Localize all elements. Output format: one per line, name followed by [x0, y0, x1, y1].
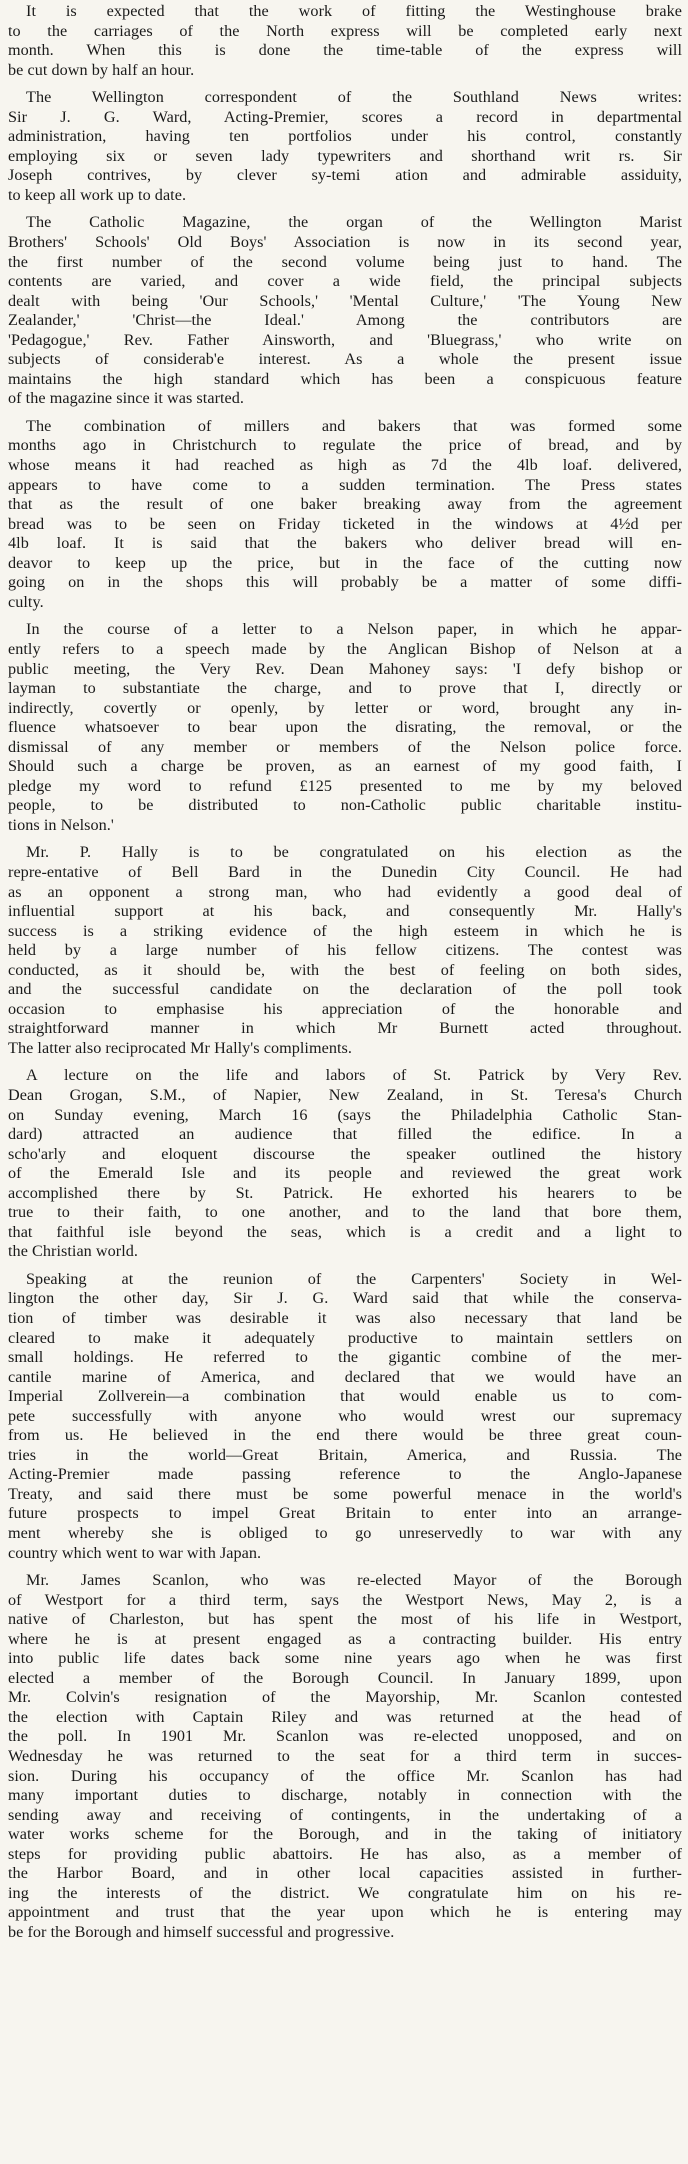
- article-line: employing six or seven lady typewriters and shorthand writ rs. Sir: [8, 146, 682, 165]
- article-line: of Westport for a third term, says the Westport News, May 2, is a: [8, 1590, 682, 1609]
- article-line: Mr. Colvin's resignation of the Mayorship, Mr. Scanlon contested: [8, 1688, 682, 1707]
- article-line: Sir J. G. Ward, Acting-Premier, scores a record in departmental: [8, 107, 682, 126]
- article-line: months ago in Christchurch to regulate the price of bread, and by: [8, 436, 682, 455]
- article-line: from us. He believed in the end there would be three great coun-: [8, 1426, 682, 1445]
- article-line: elected a member of the Borough Council. In January 1899, upon: [8, 1668, 682, 1687]
- article-line: into public life dates back some nine years ago when he was first: [8, 1649, 682, 1668]
- article-line: maintains the high standard which has been a conspicuous feature: [8, 369, 682, 388]
- article-line: sending away and receiving of contingents, in the undertaking of a: [8, 1805, 682, 1824]
- article-line: the Harbor Board, and in other local capacities assisted in further-: [8, 1864, 682, 1883]
- article-line: 4lb loaf. It is said that the bakers who deliver bread will en-: [8, 534, 682, 553]
- article-line: pete successfully with anyone who would wrest our supremacy: [8, 1406, 682, 1425]
- article-line: The latter also reciprocated Mr Hally's compliments.: [8, 1038, 352, 1057]
- article-line: the election with Captain Riley and was returned at the head of: [8, 1707, 682, 1726]
- article-line: cleared to make it adequately productive to maintain settlers on: [8, 1328, 682, 1347]
- article-line: native of Charleston, but has spent the most of his life in Westport,: [8, 1610, 682, 1629]
- article-line: country which went to war with Japan.: [8, 1543, 262, 1562]
- article-line: sion. During his occupancy of the office Mr. Scanlon has had: [8, 1766, 682, 1785]
- article-line: whose means it had reached as high as 7d the 4lb loaf. delivered,: [8, 456, 682, 475]
- article-line: deavor to keep up the price, but in the face of the cutting now: [8, 553, 682, 572]
- article-line: It is expected that the work of fitting the Westinghouse brake: [26, 2, 682, 20]
- article-line: future prospects to impel Great Britain to enter into an arrange-: [8, 1504, 682, 1523]
- article-line: subjects of considerab'e interest. As a whole the present issue: [8, 350, 682, 369]
- article-line: accomplished there by St. Patrick. He exhorted his hearers to be: [8, 1183, 682, 1202]
- article-line: tions in Nelson.': [8, 815, 114, 834]
- article-line: many important duties to discharge, notably in connection with the: [8, 1786, 682, 1805]
- article-line: public meeting, the Very Rev. Dean Mahoney says: 'I defy bishop or: [8, 659, 682, 678]
- article-line: appears to have come to a sudden termination. The Press states: [8, 475, 682, 494]
- article-line: small holdings. He referred to the gigantic combine of the mer-: [8, 1348, 682, 1367]
- article-paragraph-hally-election: [8, 843, 682, 1058]
- article-line: culty.: [8, 592, 44, 611]
- article-line: dealt with being 'Our Schools,' 'Mental Culture,' 'The Young New: [8, 291, 682, 310]
- article-line: Treaty, and said there must be some powerful menace in the world's: [8, 1484, 682, 1503]
- article-line: Dean Grogan, S.M., of Napier, New Zealand, in St. Teresa's Church: [8, 1085, 682, 1104]
- article-line: on Sunday evening, March 16 (says the Philadelphia Catholic Stan-: [8, 1105, 682, 1124]
- article-line: cantile marine of America, and declared that we would have an: [8, 1367, 682, 1386]
- article-line: occasion to emphasise his appreciation of the honorable and: [8, 999, 682, 1018]
- article-line: ently refers to a speech made by the Anglican Bishop of Nelson at a: [8, 639, 682, 658]
- article-line: ing the interests of the district. We congratulate him on his re-: [8, 1883, 682, 1902]
- article-line: influential support at his back, and consequently Mr. Hally's: [8, 902, 682, 921]
- article-line: the poll. In 1901 Mr. Scanlon was re-elected unopposed, and on: [8, 1727, 682, 1746]
- article-line: Imperial Zollverein—a combination that would enable us to com-: [8, 1387, 682, 1406]
- article-line: dismissal of any member or members of the Nelson police force.: [8, 737, 682, 756]
- article-line: to keep all work up to date.: [8, 185, 187, 204]
- article-line: going on in the shops this will probably be a matter of some diffi-: [8, 573, 682, 592]
- article-line: conducted, as it should be, with the best of feeling on both sides,: [8, 960, 682, 979]
- article-line: dard) attracted an audience that filled the edifice. In a: [8, 1125, 682, 1144]
- article-paragraph-st-patrick-lecture: [8, 1066, 682, 1261]
- article-line: Speaking at the reunion of the Carpenters' Society in Wel-: [26, 1269, 682, 1288]
- article-line: where he is at present engaged as a contracting builder. His entry: [8, 1629, 682, 1648]
- article-line: The Catholic Magazine, the organ of the Wellington Marist: [26, 213, 682, 232]
- article-paragraph-carpenters-society: [8, 1270, 682, 1563]
- article-line: repre-entative of Bell Bard in the Dunedin City Council. He had: [8, 862, 682, 881]
- article-line: of the magazine since it was started.: [8, 389, 245, 408]
- article-line: the first number of the second volume being just to hand. The: [8, 252, 682, 271]
- article-paragraph-catholic-magazine: [8, 213, 682, 408]
- article-line: In the course of a letter to a Nelson paper, in which he appar-: [26, 620, 682, 639]
- article-line: be cut down by half an hour.: [8, 60, 195, 79]
- article-line: steps for providing public abattoirs. He has also, as a member of: [8, 1844, 682, 1863]
- article-paragraph-scanlon-mayor: [8, 1571, 682, 1942]
- article-line: Joseph contrives, by clever sy-temi ation and admirable assiduity,: [8, 166, 682, 185]
- article-line: water works scheme for the Borough, and in the taking of initiatory: [8, 1825, 682, 1844]
- article-line: Brothers' Schools' Old Boys' Association is now in its second year,: [8, 233, 682, 252]
- article-paragraph-ward-typewriters: [8, 88, 682, 205]
- article-line: layman to substantiate the charge, and to prove that I, directly or: [8, 679, 682, 698]
- article-line: tries in the world—Great Britain, America, and Russia. The: [8, 1445, 682, 1464]
- article-line: that faithful isle beyond the seas, which is a credit and a light to: [8, 1222, 682, 1241]
- article-line: A lecture on the life and labors of St. Patrick by Very Rev.: [26, 1066, 682, 1085]
- article-line: and the successful candidate on the declaration of the poll took: [8, 980, 682, 999]
- article-line: bread was to be seen on Friday ticketed in the windows at 4½d per: [8, 514, 682, 533]
- article-line: tion of timber was desirable it was also necessary that land be: [8, 1309, 682, 1327]
- article-line: 'Pedagogue,' Rev. Father Ainsworth, and 'Bluegrass,' who write on: [8, 330, 682, 349]
- article-line: to the carriages of the North express will be completed early next: [8, 21, 682, 40]
- article-line: ment whereby she is obliged to go unreservedly to war with any: [8, 1524, 682, 1543]
- article-line: Zealander,' 'Christ—the Ideal.' Among the contributors are: [8, 311, 682, 330]
- article-line: pledge my word to refund £125 presented to me by my beloved: [8, 776, 682, 795]
- article-line: the Christian world.: [8, 1242, 139, 1261]
- article-line: true to their faith, to one another, and to the land that bore them,: [8, 1203, 682, 1222]
- article-line: Acting-Premier made passing reference to the Anglo-Japanese: [8, 1465, 682, 1484]
- article-line: straightforward manner in which Mr Burnett acted throughout.: [8, 1019, 682, 1038]
- article-line: of the Emerald Isle and its people and reviewed the great work: [8, 1164, 682, 1183]
- article-line: held by a large number of his fellow citizens. The contest was: [8, 941, 682, 960]
- article-line: Mr. P. Hally is to be congratulated on his election as the: [26, 843, 682, 862]
- article-line: contents are varied, and cover a wide field, the principal subjects: [8, 272, 682, 291]
- article-line: as an opponent a strong man, who had evidently a good deal of: [8, 882, 682, 901]
- article-line: success is a striking evidence of the high esteem in which he is: [8, 921, 682, 940]
- article-line: The combination of millers and bakers that was formed some: [26, 416, 682, 435]
- article-line: scho'arly and eloquent discourse the speaker outlined the history: [8, 1144, 682, 1163]
- article-line: month. When this is done the time-table of the express will: [8, 41, 682, 60]
- article-line: lington the other day, Sir J. G. Ward said that while the conserva-: [8, 1289, 682, 1308]
- article-line: Should such a charge be proven, as an earnest of my good faith, I: [8, 757, 682, 776]
- article-column: [8, 2, 682, 1943]
- article-line: that as the result of one baker breaking away from the agreement: [8, 495, 682, 514]
- article-paragraph-bread-price: [8, 417, 682, 612]
- article-line: The Wellington correspondent of the Southland News writes:: [26, 88, 682, 107]
- article-line: administration, having ten portfolios under his control, constantly: [8, 127, 682, 146]
- article-paragraph-westinghouse-brake: [8, 2, 682, 80]
- article-line: be for the Borough and himself successful and progressive.: [8, 1922, 395, 1941]
- article-line: indirectly, covertly or openly, by letter or word, brought any in-: [8, 698, 682, 717]
- article-line: fluence whatsoever to bear upon the disrating, the removal, or the: [8, 718, 682, 737]
- article-line: people, to be distributed to non-Catholic public charitable institu-: [8, 796, 682, 815]
- article-line: Mr. James Scanlon, who was re-elected Mayor of the Borough: [26, 1571, 682, 1590]
- article-line: appointment and trust that the year upon which he is entering may: [8, 1903, 682, 1922]
- article-paragraph-nelson-bishop: [8, 620, 682, 835]
- article-line: Wednesday he was returned to the seat for a third term in succes-: [8, 1747, 682, 1766]
